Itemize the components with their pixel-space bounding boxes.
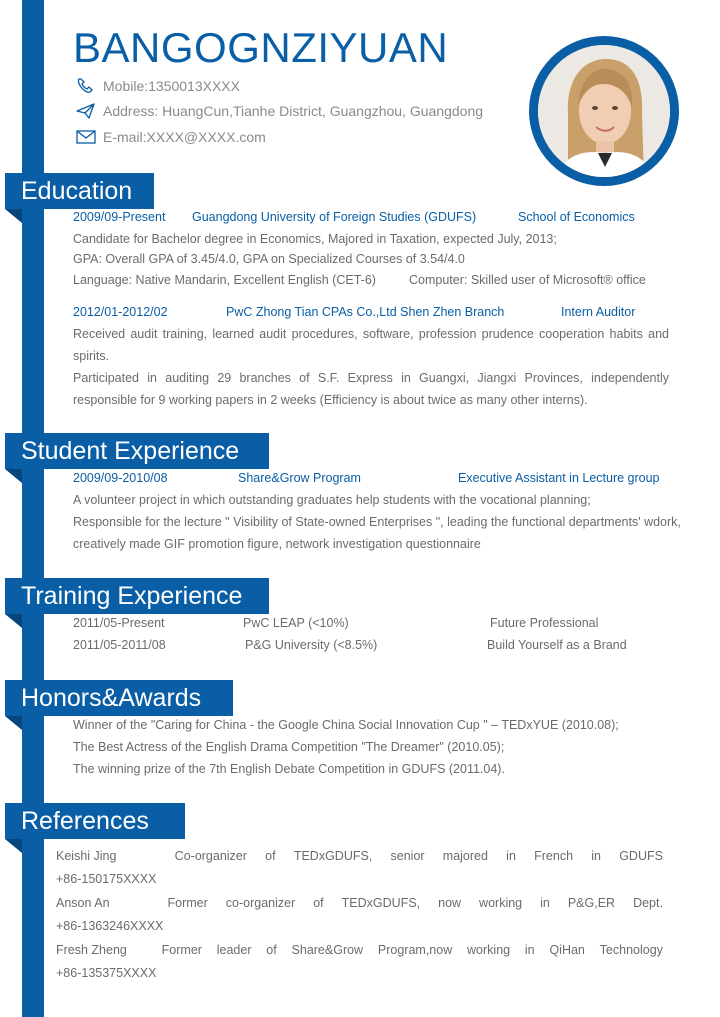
training-title: Future Professional [490,616,599,630]
mobile-text: Mobile:1350013XXXX [103,78,240,94]
education-detail-line: Computer: Skilled user of Microsoft® office [409,273,646,287]
reference-phone: +86-135375XXXX [56,966,157,980]
education-paragraph: Participated in auditing 29 branches of S.F. Express in Guangxi, Jiangxi Provinces, independently responsible for 9 working papers in 2 weeks (Efficiency is about twice as many other interns). [73,371,669,407]
education-detail-line: GPA: Overall GPA of 3.45/4.0, GPA on Specialized Courses of 3.54/4.0 [73,252,465,266]
entry-role: School of Economics [518,210,635,224]
address-text: Address: HuangCun,Tianhe District, Guangzhou, Guangdong [103,103,484,119]
email-text: E-mail:XXXX@XXXX.com [103,129,266,145]
reference-entry: Fresh Zheng Former leader of Share&Grow Program,now working in QiHan Technology +86-135375XXXX [56,939,663,985]
paper-plane-icon [75,102,97,120]
entry-role: Intern Auditor [561,305,636,319]
contact-mobile [75,77,240,95]
reference-name: Anson An [56,896,110,910]
left-accent-bar [22,0,44,1017]
contact-address [75,102,483,120]
entry-date: 2009/09-Present [73,210,166,224]
honor-item: Winner of the "Caring for China - the Google China Social Innovation Cup " – TEDxYUE (2010.08); [73,718,619,732]
training-date: 2011/05-2011/08 [73,638,166,652]
section-header-student-experience: Student Experience [5,433,269,469]
reference-entry: Anson An Former co-organizer of TEDxGDUFS, now working in P&G,ER Dept. +86-1363246XXXX [56,892,663,938]
profile-photo [529,36,679,186]
contact-email [75,128,266,146]
candidate-name: BANGOGNZIYUAN [73,24,449,71]
training-organization: P&G University (<8.5%) [245,638,378,652]
reference-phone: +86-150175XXXX [56,872,157,886]
envelope-icon [75,128,97,146]
phone-icon [75,77,97,95]
reference-name: Keishi Jing [56,849,117,863]
student-detail-line: A volunteer project in which outstanding graduates help students with the vocational planning; [73,493,591,507]
entry-organization: PwC Zhong Tian CPAs Co.,Ltd Shen Zhen Branch [226,305,505,319]
education-detail-line: Candidate for Bachelor degree in Economics, Majored in Taxation, expected July, 2013; [73,232,557,246]
entry-date: 2009/09-2010/08 [73,471,168,485]
section-header-training-experience: Training Experience [5,578,269,614]
student-detail-line: creatively made GIF promotion figure, network investigation questionnaire [73,537,481,551]
reference-phone: +86-1363246XXXX [56,919,164,933]
student-detail-line: Responsible for the lecture " Visibility of State-owned Enterprises ", leading the functional departments' wdork, [73,515,681,529]
training-title: Build Yourself as a Brand [487,638,627,652]
section-header-honors-awards: Honors&Awards [5,680,233,716]
education-paragraph: Received audit training, learned audit procedures, software, profession prudence cooperation habits and spirits. [73,327,669,363]
entry-organization: Guangdong University of Foreign Studies (GDUFS) [192,210,477,224]
section-header-references: References [5,803,185,839]
entry-date: 2012/01-2012/02 [73,305,168,319]
reference-name: Fresh Zheng [56,943,127,957]
training-organization: PwC LEAP (<10%) [243,616,349,630]
training-date: 2011/05-Present [73,616,165,630]
education-detail-line: Language: Native Mandarin, Excellent English (CET-6) [73,273,376,287]
section-header-education: Education [5,173,154,209]
honor-item: The Best Actress of the English Drama Competition "The Dreamer" (2010.05); [73,740,505,754]
reference-entry: Keishi Jing Co-organizer of TEDxGDUFS, senior majored in French in GDUFS +86-150175XXXX [56,845,663,891]
entry-organization: Share&Grow Program [238,471,361,485]
entry-role: Executive Assistant in Lecture group [458,471,660,485]
honor-item: The winning prize of the 7th English Debate Competition in GDUFS (2011.04). [73,762,505,776]
